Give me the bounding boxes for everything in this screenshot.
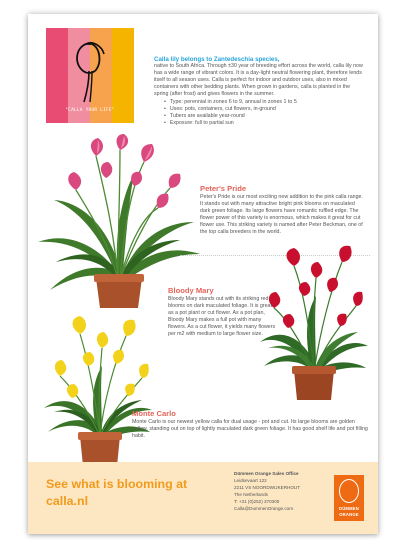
variety-description: Monte Carlo is our newest yellow calla for dual usage - pot and cut. Its large blooms are golden yellow, standing out on top of lightly maculated dark green foliage. It has good shelf life and pot filling habit. bbox=[132, 419, 368, 440]
intro-section bbox=[154, 56, 364, 127]
calla-flower-icon bbox=[72, 40, 112, 104]
calla-your-life-logo bbox=[46, 28, 134, 123]
address-line: 2211 VS NOORDWIJKERHOUT bbox=[234, 485, 301, 490]
variety-monte-carlo bbox=[132, 409, 368, 440]
list-item: • Tubers are available year-round bbox=[164, 113, 364, 120]
brand-slogan: "CALLA YOUR LIFE" bbox=[65, 108, 115, 113]
phone-number: T: +31 (0)252) 370300 bbox=[234, 499, 280, 504]
list-item: • Uses: pots, containers, cut flowers, in-ground bbox=[164, 106, 364, 113]
flyer-page bbox=[28, 14, 378, 534]
sales-office-address bbox=[234, 470, 334, 512]
dummen-orange-logo bbox=[334, 475, 364, 521]
address-line: The Netherlands bbox=[234, 492, 268, 497]
variety-title: Monte Carlo bbox=[132, 409, 176, 418]
footer bbox=[28, 462, 378, 534]
variety-title: Bloody Mary bbox=[168, 286, 214, 295]
footer-cta: See what is blooming at calla.nl bbox=[46, 477, 188, 508]
variety-title: Peter's Pride bbox=[200, 184, 247, 193]
yellow-calla-plant-image bbox=[42, 310, 154, 468]
intro-bullets bbox=[164, 99, 364, 127]
intro-heading: Calla lily belongs to Zantedeschia species, bbox=[154, 56, 280, 63]
email-address: Calla@DummenOrange.com bbox=[234, 506, 294, 511]
intro-paragraph: native to South Africa. Through ±30 year of breeding effort across the world, calla lily now has a wide range of vibrant colors. It is a day-light neutral flowering plant, therefore lends itself to all season uses. Calla is perfect for indoor and outdoor uses, also in mixed containers with other bedding plants. When grown in gardens, calla is planted in the spring (after frost) and gives flowers in the summer. bbox=[154, 63, 363, 98]
address-line: Dümmen Orange Sales Office bbox=[234, 471, 299, 476]
pink-calla-plant-image bbox=[34, 130, 204, 308]
logo-circle-icon bbox=[339, 479, 359, 503]
variety-bloody-mary bbox=[168, 286, 276, 339]
list-item: • Exposure: full to partial sun bbox=[164, 120, 364, 127]
logo-word: DÜMMEN bbox=[338, 506, 360, 511]
variety-peters-pride bbox=[200, 184, 366, 237]
logo-word: ORANGE bbox=[339, 512, 359, 517]
address-line: Leidsevaart 122 bbox=[234, 478, 267, 483]
list-item: • Type: perennial in zones 6 to 9, annual in zones 1 to 5 bbox=[164, 99, 364, 106]
red-calla-plant-image bbox=[260, 242, 368, 402]
variety-description: Peter's Pride is our most exciting new addition to the pink calla range. It stands out with many attractive bright pink blooms on maculated dark green foliage. Its large flowers have romantic ruffled edge. The flower power of this variety is enormous, which makes it great for cut flower use. This striking variety is named after Peter Beckman, one of the top calla breeders in the world. bbox=[200, 194, 363, 236]
variety-description: Bloody Mary stands out with its striking red blooms on dark maculated foliage. It is great as a pot plant or cut flower. As a pot plan, Bloody Mary makes a full pot with many flowers. As a cut flower, it yields many flowers per m2 with medium to large flower size. bbox=[168, 296, 276, 338]
